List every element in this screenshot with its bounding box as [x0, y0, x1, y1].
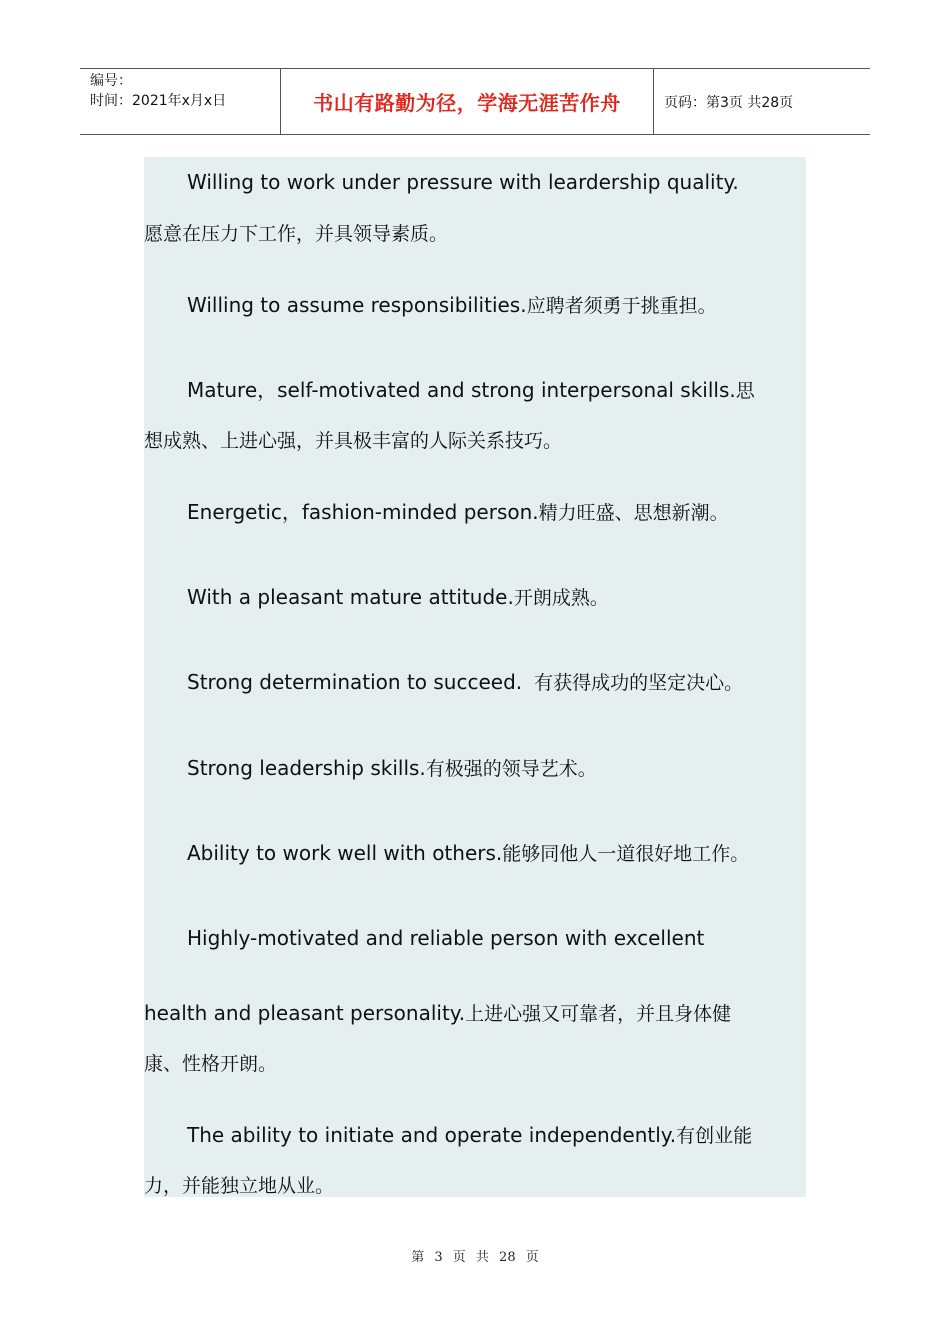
motto: 书山有路勤为径，学海无涯苦作舟: [313, 91, 621, 115]
paragraph-7: [187, 754, 597, 783]
paragraph-1-line-2: [144, 220, 448, 248]
number-label: 编号：: [90, 73, 132, 89]
paragraph-1-line-1: [187, 168, 739, 196]
paragraph-8-en: Ability to work well with others.: [187, 841, 503, 865]
paragraph-1-en: Willing to work under pressure with leardership quality.: [187, 170, 739, 194]
paragraph-5-cn: 开朗成熟。: [513, 587, 609, 609]
paragraph-9-cn-a: 上进心强又可靠者，并且身体健: [465, 1003, 732, 1025]
paragraph-9-en-b: health and pleasant personality.: [144, 1001, 466, 1025]
paragraph-9-line-2: [144, 999, 731, 1028]
paragraph-3-cn-a: 思: [735, 380, 755, 402]
time-label: 时间：2021年x月x日: [90, 93, 227, 109]
header-motto-cell: [281, 69, 654, 134]
header-page-cell: [654, 69, 870, 134]
content-block: [144, 157, 806, 1197]
footer-page-number: 第 3 页 共 28 页: [411, 1250, 539, 1265]
paragraph-4-en: Energetic，fashion-minded person.: [187, 500, 539, 524]
page-info: 页码：第3页 共28页: [664, 94, 794, 111]
paragraph-7-cn: 有极强的领导艺术。: [425, 758, 597, 780]
paragraph-10-cn-a: 有创业能: [676, 1125, 753, 1147]
paragraph-8: [187, 839, 749, 868]
paragraph-6: [187, 668, 743, 697]
paragraph-10-en: The ability to initiate and operate independently.: [187, 1123, 677, 1147]
paragraph-4: [187, 498, 729, 527]
paragraph-2-cn: 应聘者须勇于挑重担。: [526, 295, 717, 317]
paragraph-9-en-a: Highly-motivated and reliable person with excellent: [187, 926, 705, 950]
paragraph-5-en: With a pleasant mature attitude.: [187, 585, 514, 609]
paragraph-7-en: Strong leadership skills.: [187, 756, 426, 780]
paragraph-6-cn: 有获得成功的坚定决心。: [534, 672, 744, 694]
paragraph-10-line-2: [144, 1172, 334, 1200]
paragraph-3-en: Mature，self-motivated and strong interpersonal skills.: [187, 378, 736, 402]
paragraph-1-cn: 愿意在压力下工作，并具领导素质。: [144, 223, 449, 245]
paragraph-2-en: Willing to assume responsibilities.: [187, 293, 527, 317]
paragraph-6-en: Strong determination to succeed.: [187, 670, 523, 694]
paragraph-4-cn: 精力旺盛、思想新潮。: [538, 502, 729, 524]
paragraph-3-line-2: [144, 427, 562, 455]
paragraph-3-cn-b: 想成熟、上进心强，并具极丰富的人际关系技巧。: [144, 430, 563, 452]
paragraph-10-cn-b: 力，并能独立地从业。: [144, 1175, 335, 1197]
paragraph-8-cn: 能够同他人一道很好地工作。: [502, 843, 750, 865]
page-footer: [0, 1246, 950, 1265]
page-header: [80, 68, 870, 135]
paragraph-2: [187, 291, 717, 320]
paragraph-9-line-3: [144, 1050, 277, 1078]
paragraph-9-cn-b: 康、性格开朗。: [144, 1053, 278, 1075]
paragraph-3-line-1: [187, 376, 755, 405]
paragraph-9-line-1: [187, 924, 704, 952]
header-meta-cell: [80, 69, 281, 134]
paragraph-5: [187, 583, 609, 612]
paragraph-10-line-1: [187, 1121, 752, 1150]
